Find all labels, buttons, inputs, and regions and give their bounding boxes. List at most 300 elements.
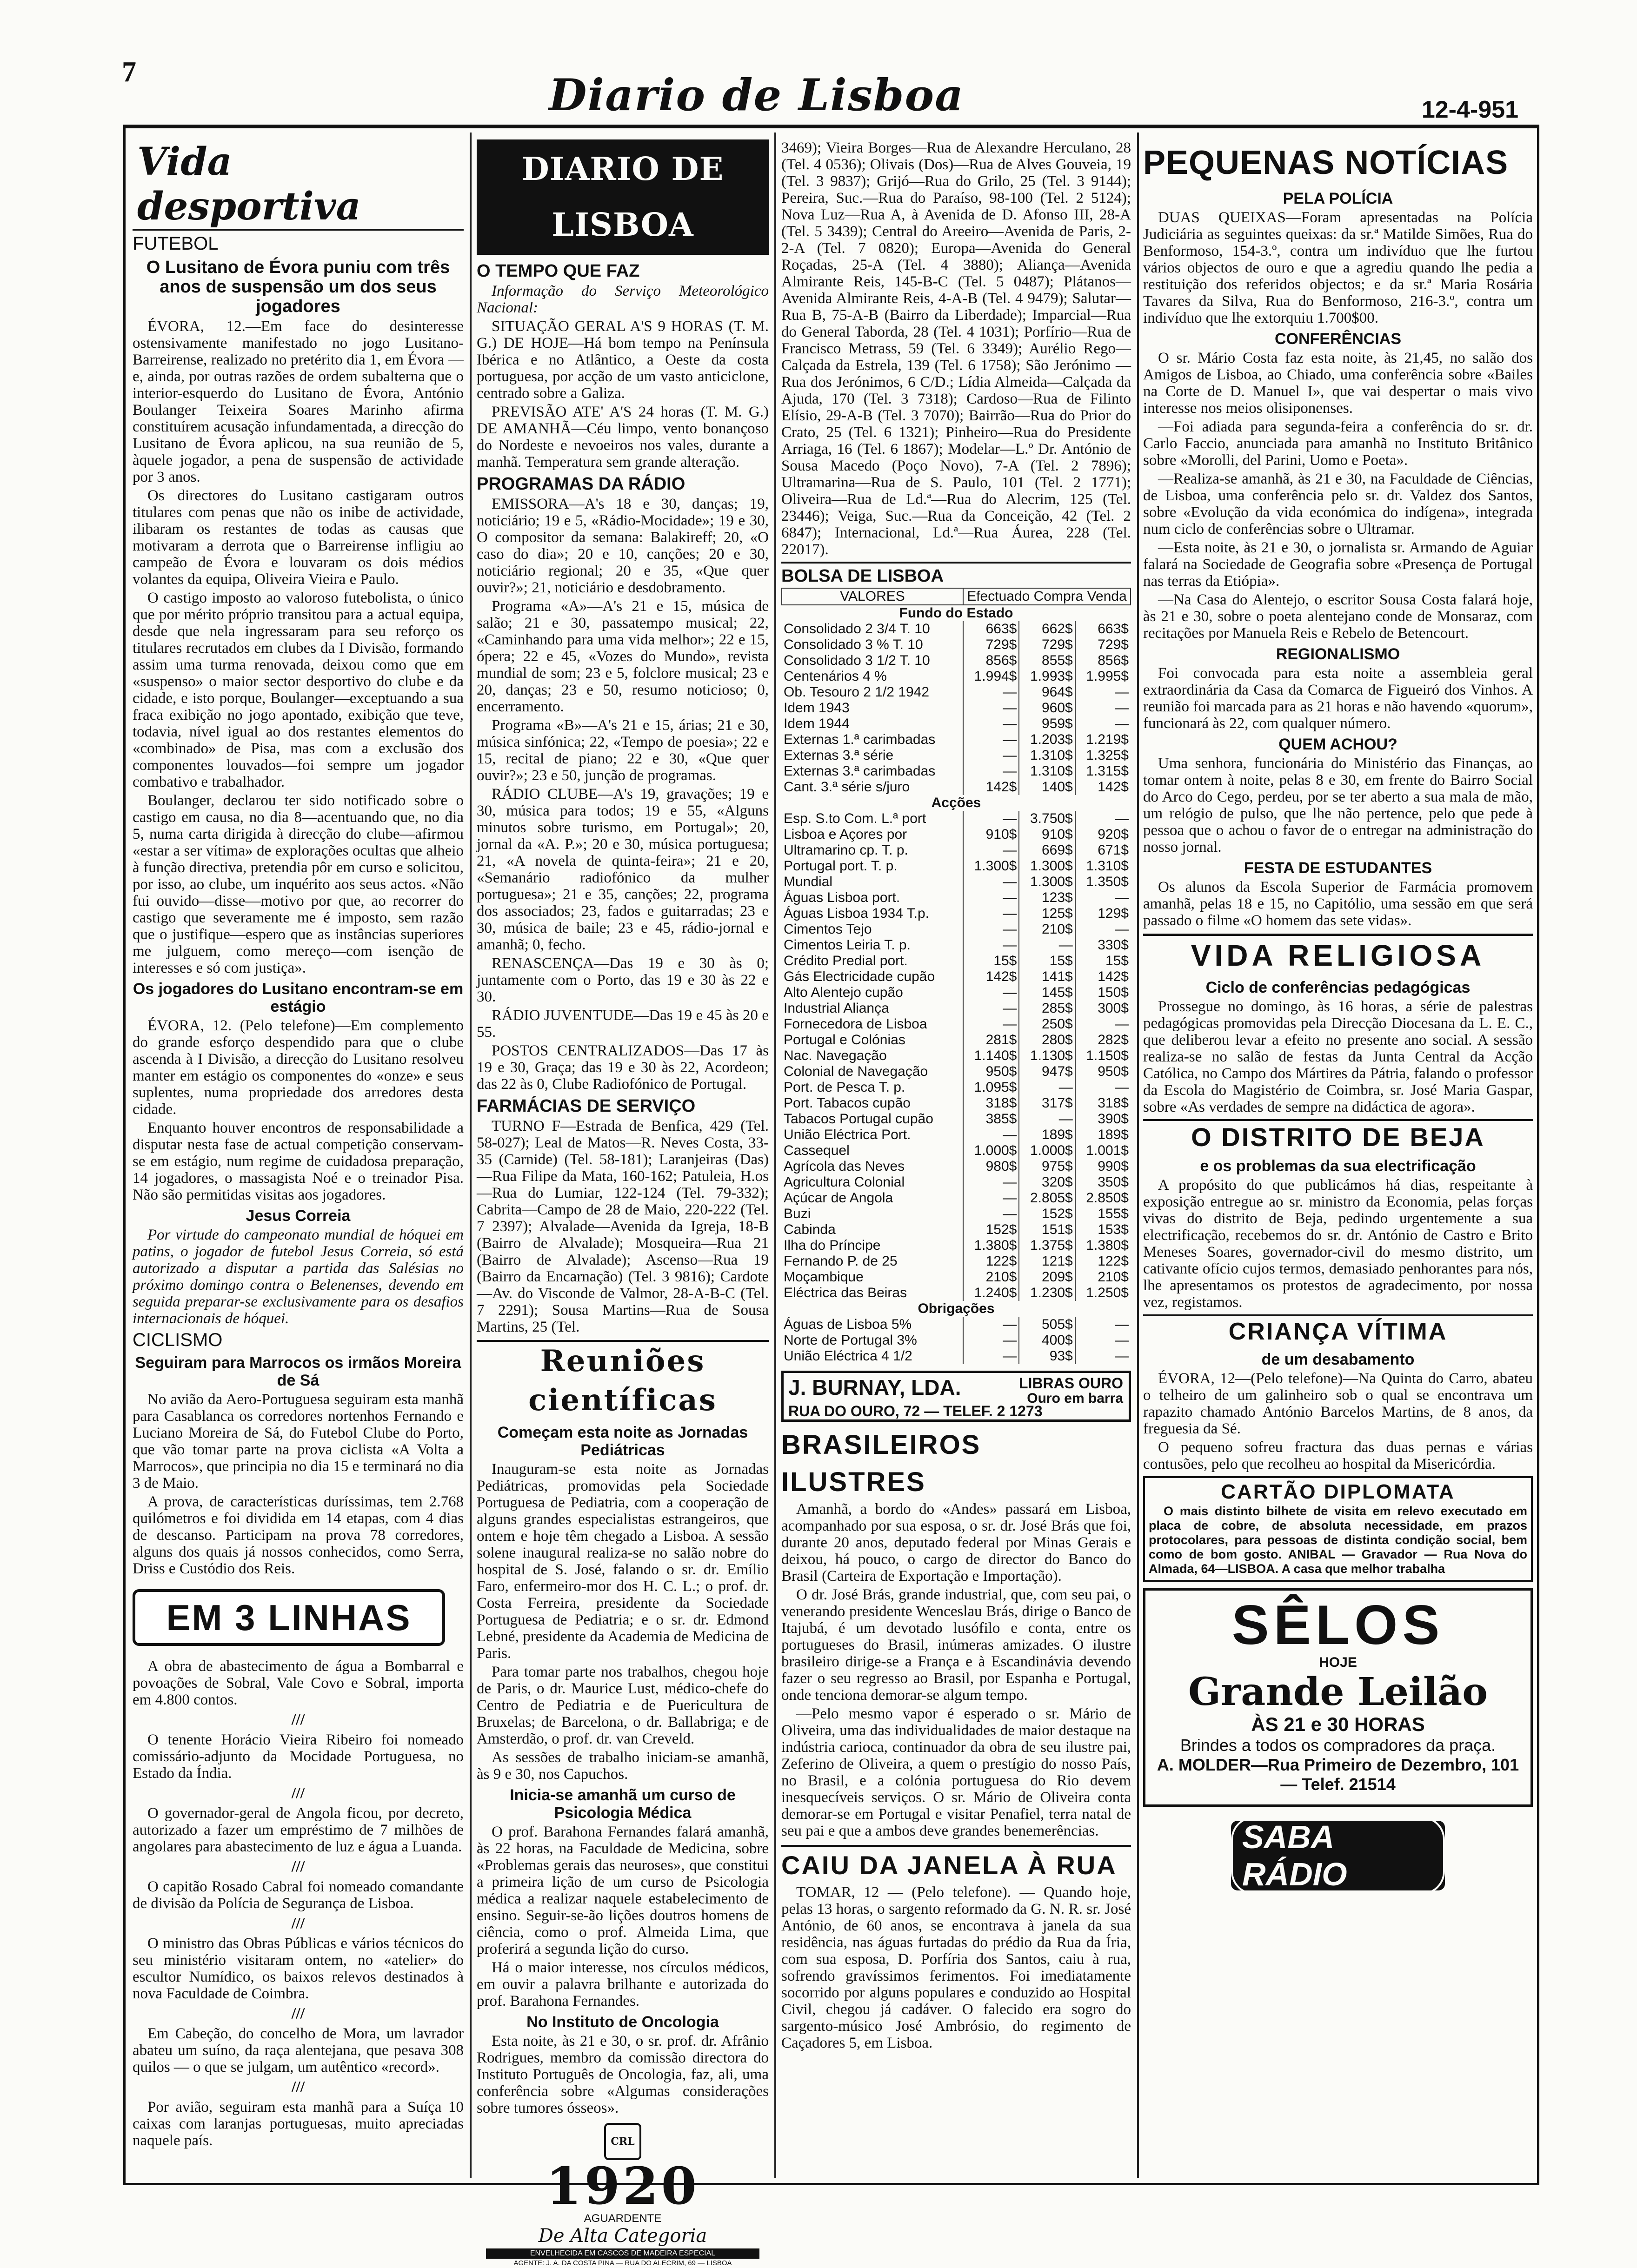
price-cell: — (963, 842, 1019, 858)
brief: O tenente Horácio Vieira Ribeiro foi nomeado comissário-adjunto da Mocidade Portuguesa, no Estado da Índia. (133, 1731, 464, 1782)
ad-body: O mais distinto bilhete de visita em relevo executado em placa de cobre, de absoluta necessidade, em prazos protocolares, para pessoas de distinta condição social, bem como de bom gosto. ANIBAL — Gravador — Rua Nova do Almada, 64—LISBOA. A casa que melhor trabalha (1149, 1504, 1527, 1576)
paragraph: Uma senhora, funcionária do Ministério das Finanças, ao tomar ontem à noite, pelas 8 e 30, em frente do Bairro Social do Arco do Cego, perdeu, por se ter aberto a sua mala de mão, um relógio de pulso, que lhe não pertence, pelo que pede à pessoa que o achou o favor de o entregar na administração do nosso jornal. (1143, 755, 1533, 855)
price-cell: 1.310$ (1086, 858, 1129, 874)
price-cell: — (1115, 1348, 1129, 1364)
price-cell: 1.203$ (1019, 732, 1075, 748)
page-number: 7 (122, 56, 136, 88)
paragraph: Prossegue no domingo, às 16 horas, a série de palestras pedagógicas promovidas pela Direcção Diocesana da L. E. C., que deliberou levar a efeito no presente ano social. A sessão realiza-se no salão de festas da Junta Central da Acção Católica, no Campo dos Mártires da Pátria, falando o professor da Escola do Magistério de Coimbra, sr. José Maria Gaspar, sobre «As verdades de sempre na didáctica de agora». (1143, 998, 1533, 1115)
headline-distrito-beja: O DISTRITO DE BEJA (1143, 1119, 1533, 1154)
price-cell: 189$ (1019, 1127, 1075, 1143)
price-cell: — (963, 811, 1019, 827)
price-cell: 729$ (1019, 637, 1075, 653)
leilao-advertisement (1143, 1588, 1533, 1807)
ad-footer: ENVELHECIDA EM CASCOS DE MADEIRA ESPECIAL (486, 2248, 759, 2259)
paragraph: Programa «A»—A's 21 e 15, música de salão; 21 e 30, passatempo musical; 22, «Caminhando para uma vida melhor»; 22 e 15, ópera; 22 e 45, «Vozes do Mundo», revista mundial de som; 23 e 5, folclore musical; 23 e 20, danças; 23 e 50, resumo noticioso; 0, encerramento. (477, 598, 769, 715)
paragraph: ÉVORA, 12.—Em face do desinteresse ostensivamente manifestado no jogo Lusitano-Barreirense, realizado no pretérito dia 1, em Évora —e, ainda, por outras razões de ordem subalterna que o interior-esquerdo do Lusitano de Évora, António Boulanger Teixeira Soares Marinho afirma constituírem acusação infundamentada, a direcção do Lusitano de Évora aplicou, na sua reunião de 5, àquele jogador, a pena de suspensão de actividade por 3 anos. (133, 318, 464, 485)
paragraph: —Foi adiada para segunda-feira a conferência do sr. dr. Carlo Faccio, anunciada para amanhã no Instituto Britânico sobre «Morolli, del Parini, Uomo e Poeta». (1143, 418, 1533, 469)
price-cell: 151$ (1019, 1222, 1075, 1238)
table-row (782, 1333, 1131, 1348)
price-cell: 1.300$ (1019, 858, 1075, 874)
price-cell: 210$ (1098, 1269, 1129, 1285)
paragraph: As sessões de trabalho iniciam-se amanhã, às 9 e 30, nos Capuchos. (477, 1749, 769, 1783)
security-name: União Eléctrica Port. (782, 1127, 963, 1143)
paragraph: Programa «B»—A's 21 e 15, árias; 21 e 30, música sinfónica; 22, «Tempo de poesia»; 22 e 15, recital de piano; 22 e 30, «Que quer ouvir?»; 23 e 50, junção de programas. (477, 717, 769, 784)
price-cell: 1.150$ (1086, 1048, 1129, 1063)
banner-pequenas-noticias: PEQUENAS NOTÍCIAS (1143, 144, 1509, 181)
table-row (782, 637, 1131, 653)
price-cell: 1.000$ (1019, 1143, 1075, 1159)
subheadline: Seguiram para Marrocos os irmãos Moreira de Sá (135, 1354, 461, 1389)
paragraph: RÁDIO CLUBE—A's 19, gravações; 19 e 30, música para todos; 19 e 55, «Alguns minutos sobre turismo, em Portugal»; 20, jornal da «A. P.»; 20 e 30, música portuguesa; 21, «A novela de quinta-feira»; 21 e 20, «Semanário radiofónico da mulher portuguesa»; 21 e 35, canções; 22, programa dos associados; 23, fados e guitarradas; 23 e 30, música de baile; 23 e 45, rádio-jornal e amanhã; 0, fecho. (477, 786, 769, 953)
price-cell: 318$ (1098, 1095, 1129, 1111)
ad-title: CARTÃO DIPLOMATA (1221, 1480, 1455, 1503)
price-cell: 300$ (1098, 1001, 1129, 1016)
price-cell: — (963, 874, 1019, 890)
table-row (782, 1159, 1131, 1174)
security-name: Águas Lisboa port. (782, 890, 963, 906)
paragraph: 3469); Vieira Borges—Rua de Alexandre Herculano, 28 (Tel. 4 0536); Olivais (Dos)—Rua de Alves Gouveia, 19 (Tel. 3 9837); Grijó—Rua do Grilo, 25 (Tel. 3 9144); Pereira, Suc.—Rua do Paraíso, 98-100 (Tel. 2 5124); Nova Luz—Rua A, à Avenida de D. Afonso III, 28-A (Tel. 5 3439); Central do Areeiro—Avenida de Paris, 2-2-A (Tel. 7 0820); Europa—Avenida do General Roçadas, 25-A (Tel. 4 3880); Aliança—Avenida Almirante Reis, 145-B-C (Tel. 5 0487); Plátanos—Avenida Almirante Reis, 4-A-B (Tel. 4 9479); Salutar—Rua B, 75-A-B (Bairro da Liberdade); Imparcial—Rua do General Taborda, 28 (Tel. 4 1031); Porfírio—Rua de Francisco Metrass, 59 (Tel. 6 3349); Aurélio Rego—Calçada da Estrela, 139 (Tel. 6 1758); São Jerónimo — Rua dos Jerónimos, 6 C/D.; Lídia Almeida—Calçada da Ajuda, 170 (Tel. 3 7318); Cardoso—Rua de Filinto Elísio, 29-A-B (Tel. 3 7070); Bairrão—Rua do Prior do Crato, 25 (Tel. 6 1321); Pinheiro—Rua do Presidente Arriaga, 16 (Tel. 6 1867); Modelar—L.º Dr. António de Sousa Macedo (Poço Novo), 7-A (Tel. 2 7896); Ultramarina—Rua de S. Paulo, 101 (Tel. 2 1771); Oliveira—Rua de Ld.ª—Rua do Alecrim, 125 (Tel. 23446); Veiga, Suc.—Rua da Conceição, 42 (Tel. 2 6847); Internacional, Ld.ª—Rua Áurea, 228 (Tel. 22017). (781, 139, 1131, 558)
cartao-diplomata-advertisement (1143, 1476, 1533, 1582)
subheadline: QUEM ACHOU? (1278, 736, 1397, 753)
subheadline: Ciclo de conferências pedagógicas (1205, 979, 1471, 996)
price-cell: — (1115, 1016, 1129, 1032)
price-cell: — (963, 1016, 1019, 1032)
column-rule (1137, 133, 1139, 2178)
price-cell: 250$ (1019, 1016, 1075, 1032)
price-cell: 385$ (963, 1111, 1019, 1127)
price-cell: 1.375$ (1019, 1238, 1075, 1253)
price-cell: 1.315$ (1086, 763, 1129, 779)
ad-agent: AGENTE: J. A. DA COSTA PINA — RUA DO ALECRIM, 69 — LISBOA (513, 2259, 732, 2267)
security-name: Eléctrica das Beiras (782, 1285, 963, 1301)
price-cell: 729$ (1098, 637, 1129, 652)
price-cell: 123$ (1019, 890, 1075, 906)
table-row (782, 1048, 1131, 1064)
ad-tagline: De Alta Categoria (538, 2225, 707, 2247)
table-row (782, 842, 1131, 858)
price-cell: 152$ (1019, 1206, 1075, 1222)
price-cell: 2.850$ (1086, 1190, 1129, 1206)
price-cell: 1.325$ (1086, 748, 1129, 763)
security-name: Consolidado 3 1/2 T. 10 (782, 653, 963, 669)
security-name: Esp. S.to Com. L.ª port (782, 811, 963, 827)
price-cell: 142$ (1098, 969, 1129, 984)
security-name: Cassequel (782, 1143, 963, 1159)
price-cell: — (963, 748, 1019, 763)
price-cell: — (963, 1190, 1019, 1206)
price-cell: 1.219$ (1086, 732, 1129, 747)
column-sports (133, 139, 464, 2176)
price-cell: 140$ (1019, 779, 1075, 795)
saba-logo: SABA RÁDIO (1231, 1817, 1445, 1895)
price-cell: 910$ (1019, 827, 1075, 842)
price-cell: — (963, 1206, 1019, 1222)
security-name: Norte de Portugal 3% (782, 1333, 963, 1348)
table-row (782, 1064, 1131, 1080)
security-name: Idem 1944 (782, 716, 963, 732)
table-row (782, 1206, 1131, 1222)
price-cell: — (963, 1174, 1019, 1190)
price-cell: 209$ (1019, 1269, 1075, 1285)
kicker-football: FUTEBOL (133, 233, 219, 254)
price-cell: 93$ (1019, 1348, 1075, 1364)
headline: FARMÁCIAS DE SERVIÇO (477, 1096, 696, 1116)
price-cell: 282$ (1098, 1032, 1129, 1048)
subheadline: Os jogadores do Lusitano encontram-se em estágio (133, 980, 464, 1015)
security-name: Ultramarino cp. T. p. (782, 842, 963, 858)
price-cell: 285$ (1019, 1001, 1075, 1016)
aguardente-advertisement (486, 2123, 759, 2267)
price-cell: 150$ (1098, 985, 1129, 1000)
subheadline: Jesus Correia (246, 1207, 351, 1225)
paragraph: RÁDIO JUVENTUDE—Das 19 e 45 às 20 e 55. (477, 1007, 769, 1041)
price-cell: 990$ (1098, 1159, 1129, 1174)
price-cell: — (963, 906, 1019, 922)
ad-year: 1920 (546, 2156, 700, 2216)
security-name: Cant. 3.ª série s/juro (782, 779, 963, 795)
table-row (782, 716, 1131, 732)
table-row (782, 1016, 1131, 1032)
security-name: Externas 3.ª série (782, 748, 963, 763)
security-name: Tabacos Portugal cupão (782, 1111, 963, 1127)
table-row (782, 779, 1131, 795)
price-cell: 122$ (963, 1253, 1019, 1269)
security-name: Águas Lisboa 1934 T.p. (782, 906, 963, 922)
price-cell: 15$ (963, 953, 1019, 969)
brief: O ministro das Obras Públicas e vários técnicos do seu ministério visitaram ontem, no «atelier» do escultor Numídico, os baixos relevos destinados à nova Faculdade de Coimbra. (133, 1935, 464, 2002)
price-cell: — (1115, 811, 1129, 826)
table-row (782, 906, 1131, 922)
table-row (782, 1001, 1131, 1016)
price-cell: 210$ (963, 1269, 1019, 1285)
paragraph: A propósito do que publicámos há dias, respeitante à exposição entregue ao sr. ministro da Economia, pelas forças vivas do distrito de Beja, pedindo urgentemente a sua electrificação, recebemos do sr. dr. António de Castro e Brito Meneses Soares, governador-civil do mesmo distrito, um cativante ofício cujos termos, demasiado penhorantes para nós, lhe apresentamos os protestos de agradecimento, por nossa vez, registamos. (1143, 1177, 1533, 1311)
table-row (782, 669, 1131, 684)
security-name: Colonial de Navegação (782, 1064, 963, 1080)
price-cell: 856$ (1098, 653, 1129, 668)
price-cell: 980$ (963, 1159, 1019, 1174)
banner-em-3-linhas: EM 3 LINHAS (133, 1589, 445, 1646)
price-cell: 1.380$ (963, 1238, 1019, 1253)
burnay-advertisement (781, 1371, 1131, 1422)
stock-table (781, 588, 1131, 1364)
price-cell: — (963, 985, 1019, 1001)
paragraph: —Na Casa do Alentejo, o escritor Sousa Costa falará hoje, às 21 e 30, sobre o poeta alentejano conde de Monsaraz, com recitações por Manuela Reis e Rebelo de Betencourt. (1143, 591, 1533, 642)
table-row (782, 621, 1131, 637)
price-cell: 1.095$ (963, 1080, 1019, 1095)
paragraph: O pequeno sofreu fractura das duas pernas e várias contusões, pelo que recolheu ao hospital da Misericórdia. (1143, 1439, 1533, 1472)
table-row (782, 969, 1131, 985)
security-name: Nac. Navegação (782, 1048, 963, 1064)
security-name: Externas 3.ª carimbadas (782, 763, 963, 779)
paragraph: Informação do Serviço Meteorológico Nacional: (477, 283, 769, 316)
price-cell: 1.240$ (963, 1285, 1019, 1301)
banner-reunioes-cientificas: Reuniões científicas (477, 1340, 769, 1420)
security-name: Gás Electricidade cupão (782, 969, 963, 985)
table-row (782, 653, 1131, 669)
subheadline: PELA POLÍCIA (1283, 190, 1393, 207)
table-row (782, 1348, 1131, 1364)
paragraph: TOMAR, 12 — (Pelo telefone). — Quando hoje, pelas 13 horas, o sargento reformado da G. N. R. sr. José António, de 60 anos, se encontrava à janela da sua residência, nas águas furtadas do prédio da Rua da Íria, com sua esposa, D. Porfíria dos Santos, caiu à rua, sofrendo gravíssimos ferimentos. Foi imediatamente socorrido por alguns populares e conduzido ao Hospital Civil, chegou já cadáver. O falecido era sogro do sargento-músico José Ambrósio, do regimento de Caçadores 5, em Lisboa. (781, 1884, 1131, 2051)
subheadline: e os problemas da sua electrificação (1200, 1157, 1476, 1175)
paragraph: —Realiza-se amanhã, às 21 e 30, na Faculdade de Ciências, de Lisboa, uma conferência pelo sr. dr. Valdez dos Santos, sobre «Evolução da vida económica do indígena», integrada num ciclo de conferências sobre o Ultramar. (1143, 471, 1533, 537)
security-name: Ilha do Príncipe (782, 1238, 963, 1253)
paragraph: O dr. José Brás, grande industrial, que, com seu pai, o venerando presidente Wenceslau Brás, dirige o Banco de Itajubá, é um devotado lusófilo e conta, entre os portugueses do Brasil, inúmeras amizades. O ilustre brasileiro dirige-se a França e à Escandinávia devendo fazer o seu regresso ao Brasil, por Espanha e Portugal, onde tenciona demorar-se algum tempo. (781, 1586, 1131, 1704)
price-cell: — (1019, 1111, 1075, 1127)
column-rule (470, 133, 472, 2178)
table-row (782, 1190, 1131, 1206)
price-cell: 280$ (1019, 1032, 1075, 1048)
price-cell: 350$ (1098, 1174, 1129, 1190)
security-name: Fernando P. de 25 (782, 1253, 963, 1269)
separator: /// (291, 1784, 305, 1802)
security-name: Moçambique (782, 1269, 963, 1285)
security-name: Consolidado 2 3/4 T. 10 (782, 621, 963, 637)
paragraph: Os alunos da Escola Superior de Farmácia promovem amanhã, pelas 18 e 15, no Capitólio, uma sessão em que será passado o filme «O homem das sete vidas». (1143, 879, 1533, 929)
table-row (782, 937, 1131, 953)
subheadline: No Instituto de Oncologia (526, 2013, 719, 2031)
price-cell: — (1019, 1080, 1075, 1095)
paragraph: DUAS QUEIXAS—Foram apresentadas na Polícia Judiciária as seguintes queixas: da sr.ª Matilde Simões, Rua do Benformoso, 154-3.º, contra um indivíduo que lhe furtou vários objectos de ouro e que a agrediu quando lhe pedia a restituição dos referidos objectos; e da sr.ª Maria Rosária Tavares da Silva, Rua do Benformoso, 216-3.º, contra um indivíduo que lhe extorquiu 1.700$00. (1143, 209, 1533, 326)
price-cell: 145$ (1019, 985, 1075, 1001)
ad-selos: SÊLOS (1231, 1594, 1444, 1656)
price-cell: 390$ (1098, 1111, 1129, 1127)
price-cell: 1.300$ (963, 858, 1019, 874)
column-weather-radio (477, 139, 769, 2267)
security-name: Fornecedora de Lisboa (782, 1016, 963, 1032)
headline-caiu-janela: CAIU DA JANELA À RUA (781, 1845, 1131, 1884)
table-row (782, 763, 1131, 779)
paragraph: Por virtude do campeonato mundial de hóquei em patins, o jogador de futebol Jesus Correia, só está autorizado a disputar a partida das Salésias no próximo domingo contra o Belenenses, devendo em seguida preparar-se exclusivamente para os desafios internacionais de hóquei. (133, 1227, 464, 1327)
security-name: Industrial Aliança (782, 1001, 963, 1016)
issue-date: 12-4-951 (1421, 96, 1518, 123)
column-pequenas-noticias (1143, 139, 1533, 2176)
price-cell: 317$ (1019, 1095, 1075, 1111)
table-row (782, 1095, 1131, 1111)
paragraph: Há o maior interesse, nos círculos médicos, em ouvir a palavra brilhante e autorizada do prof. Barahona Fernandes. (477, 1959, 769, 2009)
crest-icon: CRL (604, 2123, 641, 2160)
table-row (782, 1080, 1131, 1095)
price-cell: — (1115, 1080, 1129, 1095)
price-cell: 318$ (963, 1095, 1019, 1111)
ad-grande-leilao: Grande Leilão (1188, 1670, 1488, 1714)
ad-address: A. MOLDER—Rua Primeiro de Dezembro, 101 — Telef. 21514 (1157, 1755, 1519, 1794)
price-cell: — (1115, 716, 1129, 731)
price-cell: 855$ (1019, 653, 1075, 669)
price-cell: 975$ (1019, 1159, 1075, 1174)
headline-brasileiros: BRASILEIROS ILUSTRES (781, 1430, 981, 1497)
security-name: Consolidado 3 % T. 10 (782, 637, 963, 653)
security-name: Agrícola das Neves (782, 1159, 963, 1174)
brief: A obra de abastecimento de água a Bombarral e povoações de Sobral, Vale Covo e Sobral, importa em 4.800 contos. (133, 1658, 464, 1708)
paragraph: Esta noite, às 21 e 30, o sr. prof. dr. Afrânio Rodrigues, membro da comissão directora do Instituto Português de Oncologia, faz, ali, uma conferência sobre «Algumas considerações sobre tumores ósseos». (477, 2033, 769, 2116)
price-cell: 141$ (1019, 969, 1075, 985)
table-row (782, 1032, 1131, 1048)
security-name: Portugal e Colónias (782, 1032, 963, 1048)
price-cell: 155$ (1098, 1206, 1129, 1221)
price-cell: 121$ (1019, 1253, 1075, 1269)
ad-hoje: HOJE (1319, 1655, 1357, 1670)
price-cell: 189$ (1098, 1127, 1129, 1142)
paragraph: O castigo imposto ao valoroso futebolista, o único que por mérito próprio transitou para a actual equipa, desde que nela ingressaram para seu reforço os titulares recrutados em clubes da I Divisão, formando assim uma turma renovada, deixou como que em «suspenso» o maior sector desportivo do clube e da cidade, e isto porque, Boulanger—exceptuando a sua fraca exibição no jogo apontado, exibição que teve, todavia, nível igual ao dos restantes elementos do «combinado» de Pisa, mas com a exclusão dos componentes louvados—foi sempre um jogador combativo e trabalhador. (133, 590, 464, 790)
price-cell: — (1115, 890, 1129, 905)
paragraph: A prova, de características duríssimas, tem 2.768 quilómetros e foi dividida em 14 etapas, com 4 dias de descanso. Participam na prova 78 corredores, alguns dos quais já nossos conhecidos, como Serra, Driss e Custódio dos Reis. (133, 1493, 464, 1577)
ad-hours: ÀS 21 e 30 HORAS (1251, 1713, 1425, 1735)
price-cell: 950$ (963, 1064, 1019, 1080)
paragraph: —Esta noite, às 21 e 30, o jornalista sr. Armando de Aguiar falará na Sociedade de Geografia sobre «Presença de Portugal nas terras da Etiópia». (1143, 539, 1533, 590)
price-cell: 671$ (1098, 842, 1129, 858)
price-cell: 129$ (1098, 906, 1129, 921)
price-cell: 281$ (963, 1032, 1019, 1048)
table-row (782, 1285, 1131, 1301)
table-row (782, 732, 1131, 748)
security-name: Cimentos Leiria T. p. (782, 937, 963, 953)
paragraph: ÉVORA, 12—(Pelo telefone)—Na Quinta do Carro, abateu o telheiro de um galinheiro sob o qual se encontrava um rapazito chamado António Barcelos Martins, de 8 anos, da freguesia da Sé. (1143, 1370, 1533, 1437)
separator: /// (291, 1858, 305, 1875)
paragraph: —Pelo mesmo vapor é esperado o sr. Mário de Oliveira, uma das individualidades de maior destaque na indústria carioca, continuador da obra de seu ilustre pai, Zeferino de Oliveira, a quem o prestígio do nosso País, no Brasil, e a colónia portuguesa do Rio devem inesquecíveis serviços. O sr. Mário de Oliveira conta demorar-se em Portugal e visitar Penafiel, terra natal de seu pai e que a ambos deve grandes benemerências. (781, 1705, 1131, 1839)
security-name: Lisboa e Açores por (782, 827, 963, 842)
price-cell: 662$ (1019, 621, 1075, 637)
table-row (782, 748, 1131, 763)
security-name: Port. Tabacos cupão (782, 1095, 963, 1111)
security-name: Centenários 4 % (782, 669, 963, 684)
headline: BOLSA DE LISBOA (781, 562, 1131, 586)
price-cell: — (963, 684, 1019, 700)
price-cell: 152$ (963, 1222, 1019, 1238)
price-cell: — (963, 1333, 1019, 1348)
headline-crianca-vitima: CRIANÇA VÍTIMA (1143, 1314, 1533, 1347)
price-cell: 1.250$ (1086, 1285, 1129, 1300)
table-row (782, 1111, 1131, 1127)
subheadline: Começam esta noite as Jornadas Pediátricas (497, 1424, 748, 1459)
paragraph: No avião da Aero-Portuguesa seguiram esta manhã para Casablanca os corredores nortenhos Fernando e Luciano Moreira de Sá, do Futebol Clube do Porto, que vão tomar parte na prova ciclista «A Volta a Marrocos», que principia no dia 15 e terminará no dia 3 de Maio. (133, 1391, 464, 1492)
table-row (782, 985, 1131, 1001)
price-cell: — (1115, 1317, 1129, 1332)
price-cell: 663$ (963, 621, 1019, 637)
table-row (782, 811, 1131, 827)
separator: /// (291, 2078, 305, 2096)
separator: /// (291, 2005, 305, 2022)
price-cell: 1.380$ (1086, 1238, 1129, 1253)
paragraph: ÉVORA, 12. (Pelo telefone)—Em complemento do grande esforço despendido para que o clube ascenda à I Divisão, a direcção do Lusitano resolveu manter em estágio os componentes do «onze» e seus suplentes, numa propriedade dos arredores desta cidade. (133, 1017, 464, 1118)
security-name: Buzi (782, 1206, 963, 1222)
table-row (782, 858, 1131, 874)
price-cell: 960$ (1019, 700, 1075, 716)
price-cell: 1.230$ (1019, 1285, 1075, 1301)
paragraph: POSTOS CENTRALIZADOS—Das 17 às 19 e 30, Graça; das 19 e 30 às 22, Acordeon; das 22 às 0, Clube Radiofónico de Portugal. (477, 1042, 769, 1093)
paragraph: RENASCENÇA—Das 19 e 30 às 0; juntamente com o Porto, das 19 e 30 às 22 e 30. (477, 955, 769, 1005)
price-cell: 3.750$ (1019, 811, 1075, 827)
price-cell: 1.994$ (963, 669, 1019, 684)
price-cell: 669$ (1019, 842, 1075, 858)
price-cell: — (1115, 684, 1129, 700)
brief: Em Cabeção, do concelho de Mora, um lavrador abateu um suíno, da raça alentejana, que pesava 308 quilos — o que se julgam, um autêntico «record». (133, 2025, 464, 2076)
security-name: Águas de Lisboa 5% (782, 1317, 963, 1333)
security-name: Cimentos Tejo (782, 922, 963, 937)
price-cell: 122$ (1098, 1253, 1129, 1269)
paragraph: Inauguram-se esta noite as Jornadas Pediátricas, promovidas pela Sociedade Portuguesa de Pediatria, com a cooperação de alguns grandes especialistas estrangeiros, que ontem e hoje têm chegado a Lisboa. A sessão solene inaugural realiza-se no salão nobre do hospital de S. José, falando o sr. dr. Emílio Faro, enfermeiro-mor dos H. C. L.; o prof. dr. Costa Ferreira, presidente da Sociedade Portuguesa de Pediatria; e o sr. dr. Edmond Lebné, presidente da Academia de Medicina de Paris. (477, 1461, 769, 1662)
paragraph: O prof. Barahona Fernandes falará amanhã, às 22 horas, na Faculdade de Medicina, sobre «Problemas gerais das neuroses», que constitui a primeira lição de um curso de Psicologia médica a realizar naquele estabelecimento de ensino. Seguir-se-ão lições doutros homens de ciência, como o prof. Almeida Lima, que proferirá a segunda lição do curso. (477, 1824, 769, 1957)
price-cell: 400$ (1019, 1333, 1075, 1348)
price-cell: 964$ (1019, 684, 1075, 700)
subheadline: CONFERÊNCIAS (1274, 330, 1402, 348)
price-cell: 1.130$ (1019, 1048, 1075, 1064)
price-cell: 1.300$ (1019, 874, 1075, 890)
price-cell: — (1019, 937, 1075, 953)
price-cell: 663$ (1098, 621, 1129, 637)
price-cell: — (1115, 922, 1129, 937)
table-group-header: Acções (931, 795, 981, 810)
price-cell: 1.001$ (1086, 1143, 1129, 1158)
price-cell: 959$ (1019, 716, 1075, 732)
price-cell: — (963, 922, 1019, 937)
table-row (782, 1127, 1131, 1143)
price-cell: — (963, 1001, 1019, 1016)
paragraph: EMISSORA—A's 18 e 30, danças; 19, noticiário; 19 e 5, «Rádio-Mocidade»; 19 e 30, O compositor da semana: Balakireff; 20, «O caso do dia»; 20 e 10, canções; 20 e 30, noticiário regional; 20 e 35, «Que quer ouvir?»; 21, noticiário e desdobramento. (477, 496, 769, 596)
security-name: Idem 1943 (782, 700, 963, 716)
table-row (782, 890, 1131, 906)
brief: O capitão Rosado Cabral foi nomeado comandante de divisão da Polícia de Segurança de Lisboa. (133, 1878, 464, 1912)
brief: Por avião, seguiram esta manhã para a Suíça 10 caixas com laranjas portuguesas, muito apreciadas naquele país. (133, 2099, 464, 2149)
price-cell: 1.310$ (1019, 748, 1075, 763)
paragraph: Boulanger, declarou ter sido notificado sobre o castigo em causa, no dia 8—acentuando que, no dia 5, numa carta dirigida à direcção do clube—afirmou «estar a ser vítima» de explorações ocultas que alheio à função directiva, pretendia pôr em curso e solicitou, por isso, ao clube, um inquérito aos seus actos. «Não fui ouvido—disse—motivo por que, ao recorrer do castigo que severamente me é imposto, sem razão que o justifique—espero que as instâncias superiores me julguem, como mereço—com isenção de interesses e só com justiça». (133, 792, 464, 976)
security-name: Port. de Pesca T. p. (782, 1080, 963, 1095)
security-name: Mundial (782, 874, 963, 890)
separator: /// (291, 1915, 305, 1932)
price-cell: 729$ (963, 637, 1019, 653)
price-cell: 210$ (1019, 922, 1075, 937)
security-name: Cabinda (782, 1222, 963, 1238)
table-row (782, 874, 1131, 890)
price-cell: 125$ (1019, 906, 1075, 922)
ad-ouro: Ouro em barra (1027, 1391, 1123, 1406)
price-cell: — (963, 700, 1019, 716)
newspaper-logo: DIARIO DE LISBOA (477, 139, 769, 255)
price-cell: — (963, 763, 1019, 779)
price-cell: 142$ (1098, 779, 1129, 795)
column-bolsa (781, 139, 1131, 2176)
ad-title: J. BURNAY, LDA. (788, 1375, 961, 1399)
security-name: Portugal port. T. p. (782, 858, 963, 874)
price-cell: 1.310$ (1019, 763, 1075, 779)
ad-libras: LIBRAS OURO (1019, 1375, 1123, 1392)
paragraph: Amanhã, a bordo do «Andes» passará em Lisboa, acompanhado por sua esposa, o sr. dr. José Brás que foi, durante 20 anos, deputado federal por Minas Gerais e deixou, há pouco, o cargo de director do Banco do Brasil (Carteira de Exportação e Importação). (781, 1501, 1131, 1585)
price-cell: — (963, 732, 1019, 748)
saba-advertisement (1231, 1821, 1445, 1890)
security-name: Alto Alentejo cupão (782, 985, 963, 1001)
security-name: Agricultura Colonial (782, 1174, 963, 1190)
col-header-prices: Efectuado Compra Venda (963, 588, 1131, 605)
price-cell: 320$ (1019, 1174, 1075, 1190)
price-cell: 2.805$ (1019, 1190, 1075, 1206)
price-cell: 1.350$ (1086, 874, 1129, 889)
price-cell: 910$ (963, 827, 1019, 842)
paragraph: O sr. Mário Costa faz esta noite, às 21,45, no salão dos Amigos de Lisboa, ao Chiado, uma conferência sobre «Bailes na Corte de D. Manuel I», que vai despertar o mais vivo interesse nos meios olisiponenses. (1143, 350, 1533, 417)
table-group-header: Obrigações (918, 1301, 995, 1316)
paragraph: Enquanto houver encontros de responsabilidade a disputar nesta fase de actual competição conservam-se em estágio, num regime de cuidadosa preparação, 14 jogadores, o massagista Noé e o treinador Pisa. Não são permitidas visitas aos jogadores. (133, 1120, 464, 1203)
security-name: União Eléctrica 4 1/2 (782, 1348, 963, 1364)
headline: O Lusitano de Évora puniu com três anos de suspensão um dos seus jogadores (146, 258, 450, 316)
price-cell: 153$ (1098, 1222, 1129, 1237)
ad-brindes: Brindes a todos os compradores da praça. (1180, 1736, 1496, 1755)
price-cell: — (1115, 1333, 1129, 1348)
paragraph: TURNO F—Estrada de Benfica, 429 (Tel. 58-027); Leal de Matos—R. Neves Costa, 33-35 (Carnide) (Tel. 58-181); Laranjeiras (Das)—Rua Filipe da Mata, 160-162; Patuleia, H.os—Rua do Lumiar, 122-124 (Tel. 79-332); Cabrita—Campo de 28 de Maio, 220-222 (Tel. 7 2397); Alvalade—Avenida da Igreja, 18-B (Bairro de Alvalade); Mosqueira—Rua 21 (Bairro de Alvalade); Ascenso—Rua 19 (Bairro da Encarnação) (Tel. 3 9816); Cardote—Av. do Visconde de Valmor, 28-A-B-C (Tel. 7 2291); Sousa Martins—Rua de Sousa Martins, 25 (Tel. (477, 1118, 769, 1335)
paragraph: Foi convocada para esta noite a assembleia geral extraordinária da Casa da Comarca de Figueiró dos Vinhos. A reunião foi marcada para as 21 horas e não havendo «quorum», funcionará às 22, com qualquer número. (1143, 665, 1533, 732)
price-cell: 1.995$ (1086, 669, 1129, 684)
price-cell: — (1115, 700, 1129, 716)
ad-address: RUA DO OURO, 72 — TELEF. 2 1273 (788, 1403, 1043, 1419)
price-cell: — (963, 1127, 1019, 1143)
table-row (782, 1253, 1131, 1269)
